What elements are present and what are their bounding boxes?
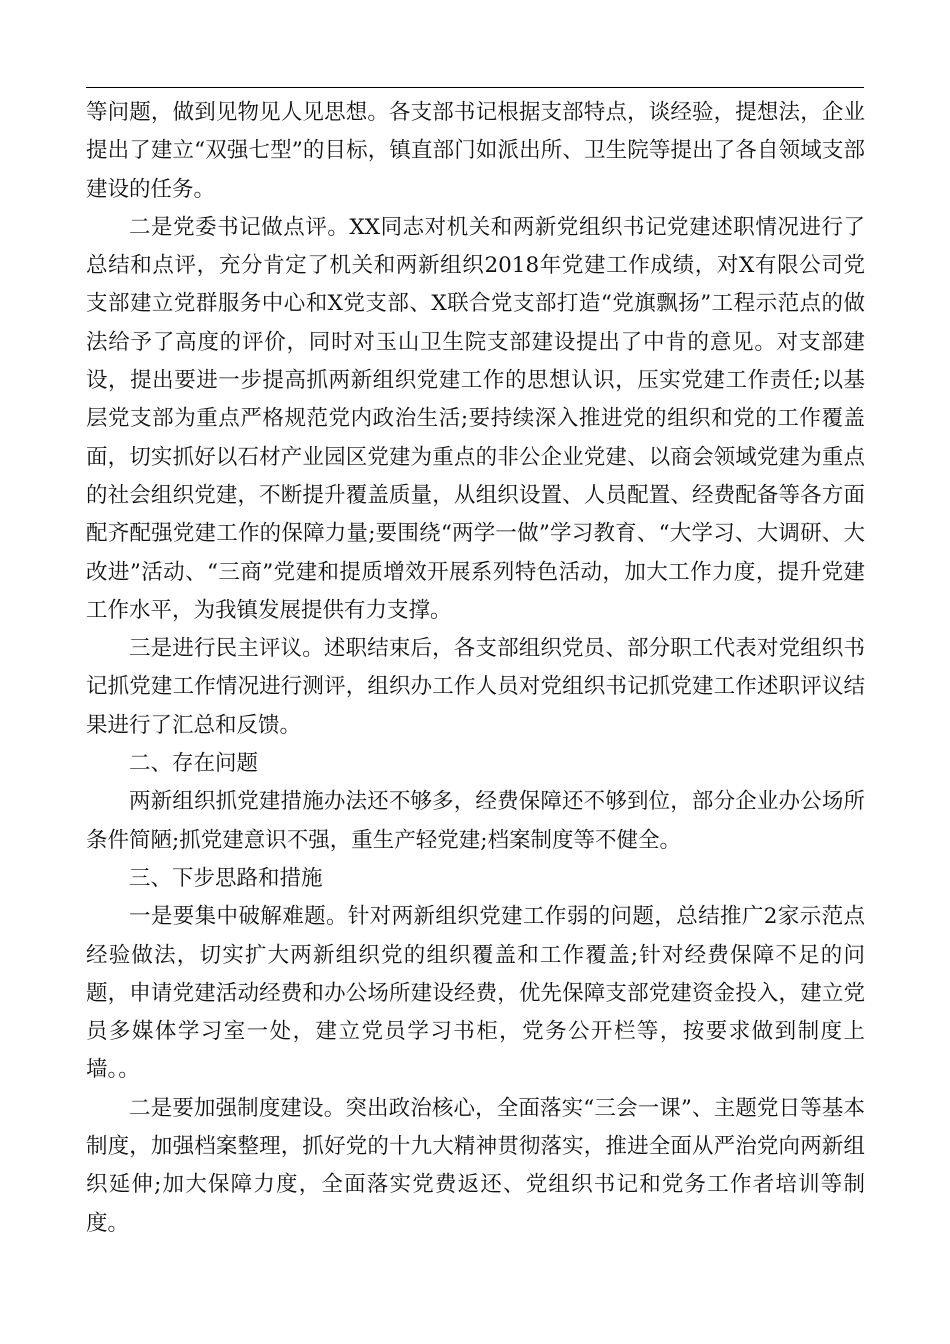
paragraph-democratic-evaluation: 三是进行民主评议。述职结束后，各支部组织党员、部分职工代表对党组织书记抓党建工作情况进行测评，组织办工作人员对党组织书记抓党建工作述职评议结果进行了汇总和反馈。 [86, 636, 865, 738]
paragraph-party-secretary-review: 二是党委书记做点评。XX同志对机关和两新党组织书记党建述职情况进行了总结和点评，充分肯定了机关和两新组织2018年党建工作成绩，对X有限公司党支部建立党群服务中心和X党支部、X联合党支部打造“党旗飘扬”工程示范点的做法给予了高度的评价，同时对玉山卫生院支部建设提出了中肯的意见。对支部建设，提出要进一步提高抓两新组织党建工作的思想认识，压实党建工作责任;以基层党支部为重点严格规范党内政治生活;要持续深入推进党的组织和党的工作覆盖面，切实抓好以石材产业园区党建为重点的非公企业党建、以商会领域党建为重点的社会组织党建，不断提升覆盖质量，从组织设置、人员配置、经费配备等各方面配齐配强党建工作的保障力量;要围绕“两学一做”学习教育、“大学习、大调研、大改进”活动、“三商”党建和提质增效开展系列特色活动，加大工作力度，提升党建工作水平，为我镇发展提供有力支撑。 [86, 214, 865, 623]
paragraph-solve-difficulties: 一是要集中破解难题。针对两新组织党建工作弱的问题，总结推广2家示范点经验做法，切实扩大两新组织党的组织覆盖和工作覆盖;针对经费保障不足的问题，申请党建活动经费和办公场所建设经费，优先保障支部党建资金投入，建立党员多媒体学习室一处，建立党员学习书柜，党务公开栏等，按要求做到制度上墙。。 [86, 904, 865, 1083]
document-body [86, 94, 865, 1243]
section-heading-problems: 二、存在问题 [129, 751, 259, 777]
paragraph-institution-building: 二是要加强制度建设。突出政治核心，全面落实“三会一课”、主题党日等基本制度，加强档案整理，抓好党的十九大精神贯彻落实，推进全面从严治党向两新组织延伸;加大保障力度，全面落实党费返还、党组织书记和党务工作者培训等制度。 [86, 1095, 865, 1236]
paragraph-problems: 两新组织抓党建措施办法还不够多，经费保障还不够到位，部分企业办公场所条件简陋;抓党建意识不强，重生产轻党建;档案制度等不健全。 [86, 789, 865, 853]
header-rule [86, 87, 864, 88]
paragraph-continuation: 等问题，做到见物见人见思想。各支部书记根据支部特点，谈经验，提想法，企业提出了建立“双强七型”的目标，镇直部门如派出所、卫生院等提出了各自领域支部建设的任务。 [86, 100, 865, 202]
section-heading-next-steps: 三、下步思路和措施 [129, 865, 323, 891]
